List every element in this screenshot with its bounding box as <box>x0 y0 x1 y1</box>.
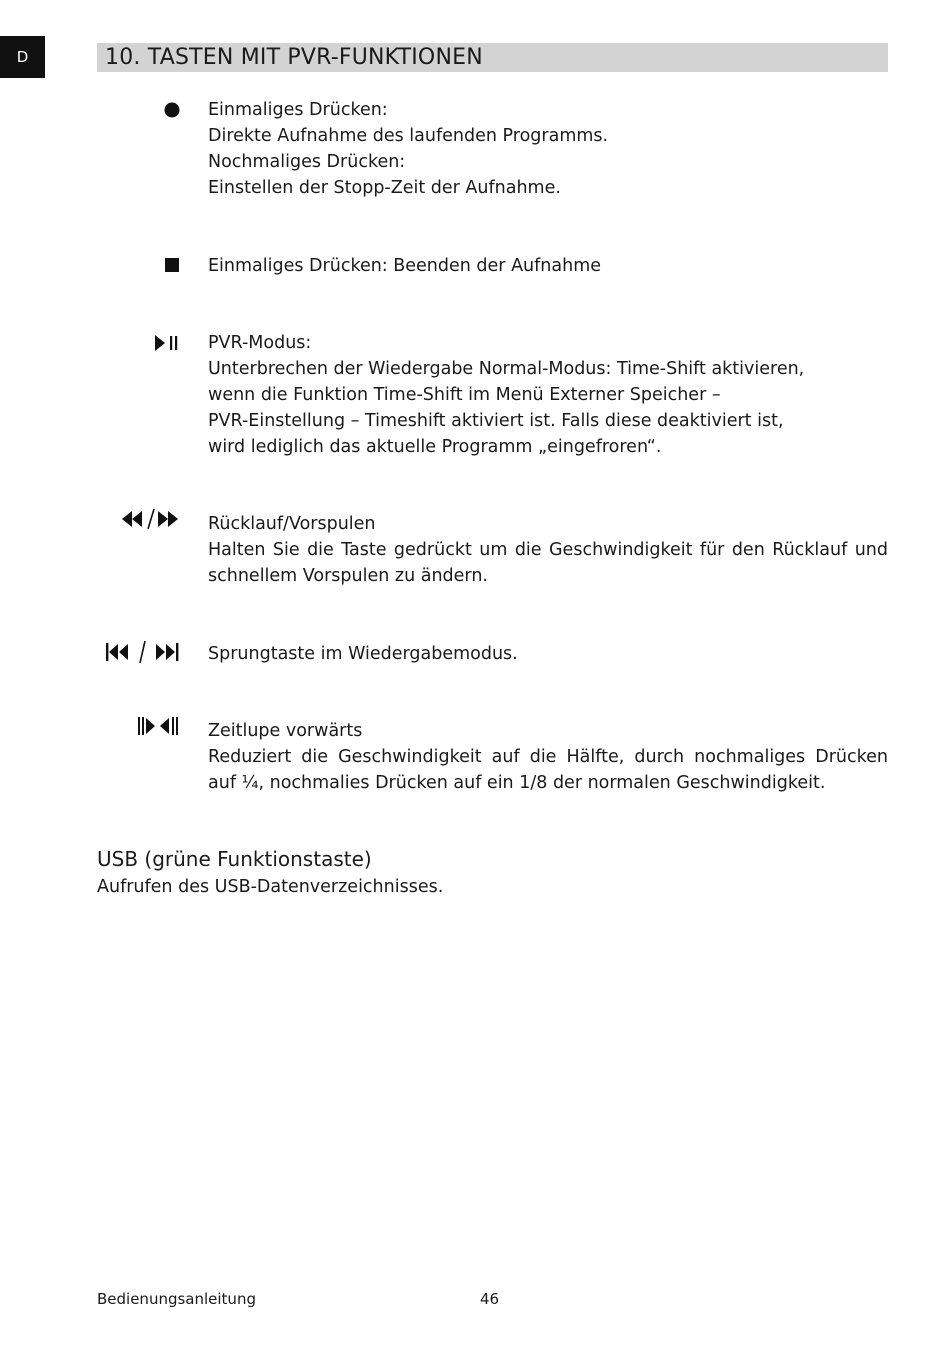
play-pause-description <box>208 330 888 460</box>
usb-description: Aufrufen des USB-Datenverzeichnisses. <box>97 877 444 897</box>
footer-manual-label: Bedienungsanleitung <box>97 1290 256 1308</box>
description-line: Zeitlupe vorwärts <box>208 721 363 741</box>
language-label: D <box>16 48 29 66</box>
record-icon <box>164 102 180 118</box>
rewind-forward-description <box>208 511 888 589</box>
stop-description <box>208 253 888 279</box>
description-line: PVR-Modus: <box>208 333 312 353</box>
description-line: Unterbrechen der Wiedergabe Normal-Modus: Time-Shift aktivieren, <box>208 359 805 379</box>
description-line: Halten Sie die Taste gedrückt um die Geschwindigkeit für den Rücklauf und <box>208 540 888 560</box>
description-line: Einmaliges Drücken: Beenden der Aufnahme <box>208 256 602 276</box>
section-title-bar <box>97 43 888 72</box>
description-line: Direkte Aufnahme des laufenden Programms. <box>208 126 609 146</box>
skip-description <box>208 641 888 667</box>
usb-heading: USB (grüne Funktionstaste) <box>97 847 372 871</box>
rewind-forward-icon <box>121 509 179 529</box>
description-line: Einmaliges Drücken: <box>208 100 388 120</box>
description-line: Nochmaliges Drücken: <box>208 152 406 172</box>
slow-motion-icon <box>138 716 179 736</box>
stop-icon <box>165 258 179 272</box>
play-pause-icon <box>154 334 180 352</box>
description-line: Reduziert die Geschwindigkeit auf die Hälfte, durch nochmaliges Drücken <box>208 747 888 767</box>
description-line: schnellem Vorspulen zu ändern. <box>208 566 488 586</box>
section-title: 10. TASTEN MIT PVR-FUNKTIONEN <box>105 45 483 70</box>
description-line: auf ¼, nochmalies Drücken auf ein 1/8 der normalen Geschwindigkeit. <box>208 773 826 793</box>
description-line: Sprungtaste im Wiedergabemodus. <box>208 644 518 664</box>
description-line: wenn die Funktion Time-Shift im Menü Externer Speicher – <box>208 385 721 405</box>
slow-motion-description <box>208 718 888 796</box>
description-line: wird lediglich das aktuelle Programm „eingefroren“. <box>208 437 662 457</box>
skip-previous-next-icon <box>106 641 179 663</box>
description-line: Einstellen der Stopp-Zeit der Aufnahme. <box>208 178 561 198</box>
description-line: Rücklauf/Vorspulen <box>208 514 376 534</box>
description-line: PVR-Einstellung – Timeshift aktiviert ist. Falls diese deaktiviert ist, <box>208 411 784 431</box>
record-description <box>208 97 888 201</box>
page-number: 46 <box>480 1290 500 1308</box>
language-tab <box>0 36 45 78</box>
